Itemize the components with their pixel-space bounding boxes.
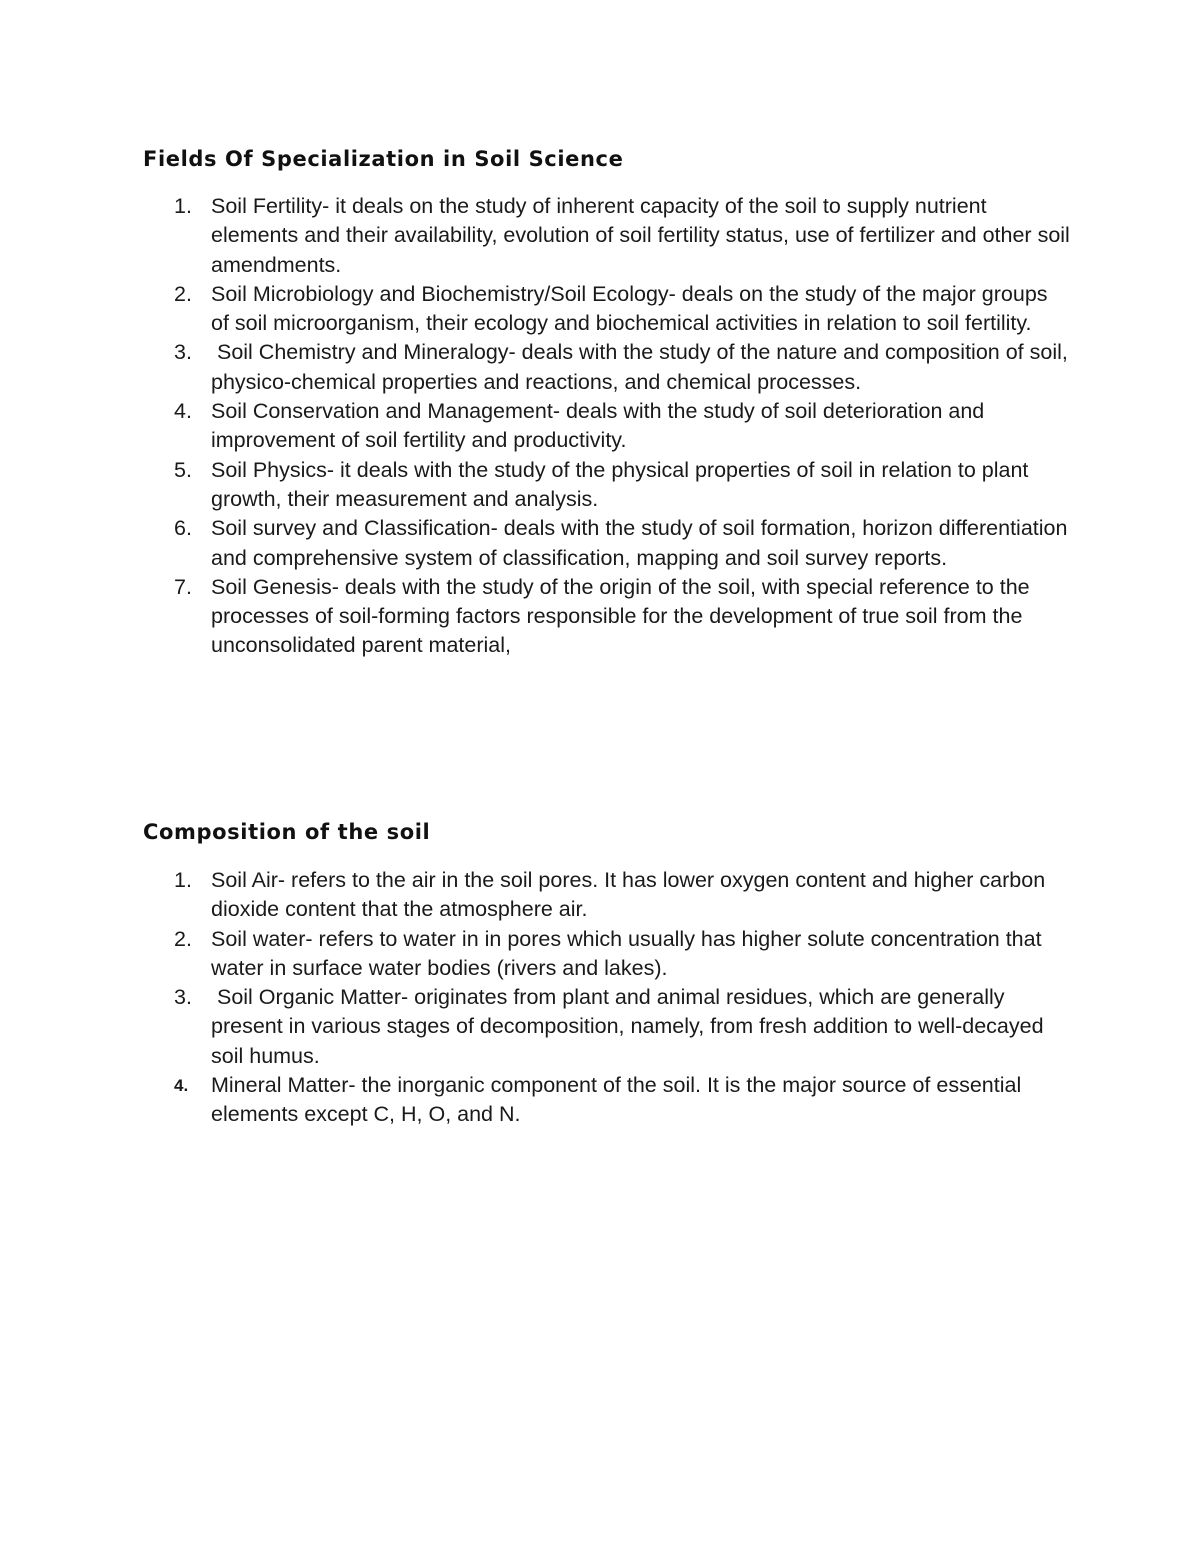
- specialization-list: [0, 192, 1200, 661]
- list-item: [0, 280, 1200, 339]
- list-item: [0, 192, 1200, 280]
- list-item-number: 1.: [174, 868, 192, 892]
- list-item: [0, 338, 1200, 397]
- list-item-number: 4.: [174, 399, 192, 424]
- list-item: [0, 925, 1200, 984]
- list-item-number: 2.: [174, 281, 192, 306]
- list-item: [0, 983, 1200, 1071]
- list-item: [0, 573, 1200, 661]
- list-item-text: Soil Conservation and Management- deals with the study of soil deterioration and improvement of soil fertility and productivity.: [211, 399, 985, 453]
- list-item-text: Soil water- refers to water in in pores which usually has higher solute concentration that water in surface water bodies (rivers and lakes).: [211, 926, 1042, 980]
- list-item-text: Soil Organic Matter- originates from plant and animal residues, which are generally present in various stages of decomposition, namely, from fresh addition to well-decayed soil humus.: [211, 985, 1050, 1068]
- list-item-text: Soil Air- refers to the air in the soil pores. It has lower oxygen content and higher carbon dioxide content that the atmosphere air.: [211, 868, 1046, 922]
- list-item-text: Soil Microbiology and Biochemistry/Soil Ecology- deals on the study of the major groups of soil microorganism, their ecology and biochemical activities in relation to soil fertility.: [211, 281, 1048, 336]
- list-item-text: Soil Physics- it deals with the study of the physical properties of soil in relation to plant growth, their measurement and analysis.: [211, 457, 1029, 511]
- list-item-number: 3.: [174, 340, 192, 365]
- list-item-number: 6.: [174, 516, 192, 541]
- list-item: [0, 456, 1200, 515]
- list-item-number: 4.: [174, 1076, 189, 1096]
- list-item-number: 2.: [174, 926, 192, 951]
- section-heading-composition-of-soil: Composition of the soil: [143, 820, 431, 844]
- list-item: [0, 397, 1200, 456]
- list-item-text: Mineral Matter- the inorganic component of the soil. It is the major source of essential elements except C, H, O, and N.: [211, 1073, 1022, 1127]
- list-item: [0, 514, 1200, 573]
- list-item-number: 3.: [174, 985, 192, 1010]
- section-heading-fields-of-specialization: Fields Of Specialization in Soil Science: [143, 147, 624, 171]
- list-item-number: 5.: [174, 457, 192, 482]
- list-item-text: Soil Chemistry and Mineralogy- deals with the study of the nature and composition of soil, physico-chemical properties and reactions, and chemical processes.: [211, 340, 1074, 394]
- list-item-text: Soil Fertility- it deals on the study of inherent capacity of the soil to supply nutrient elements and their availability, evolution of soil fertility status, use of fertilizer and other soil amendments.: [211, 194, 1070, 277]
- list-item: [0, 866, 1200, 925]
- composition-list: [0, 866, 1200, 1130]
- list-item-number: 7.: [174, 574, 192, 599]
- list-item: [0, 1071, 1200, 1130]
- list-item-text: Soil Genesis- deals with the study of the origin of the soil, with special reference to the processes of soil-forming factors responsible for the development of true soil from the unconsolidated parent material,: [211, 574, 1030, 658]
- list-item-number: 1.: [174, 194, 192, 218]
- list-item-text: Soil survey and Classification- deals with the study of soil formation, horizon differentiation and comprehensive system of classification, mapping and soil survey reports.: [211, 516, 1068, 570]
